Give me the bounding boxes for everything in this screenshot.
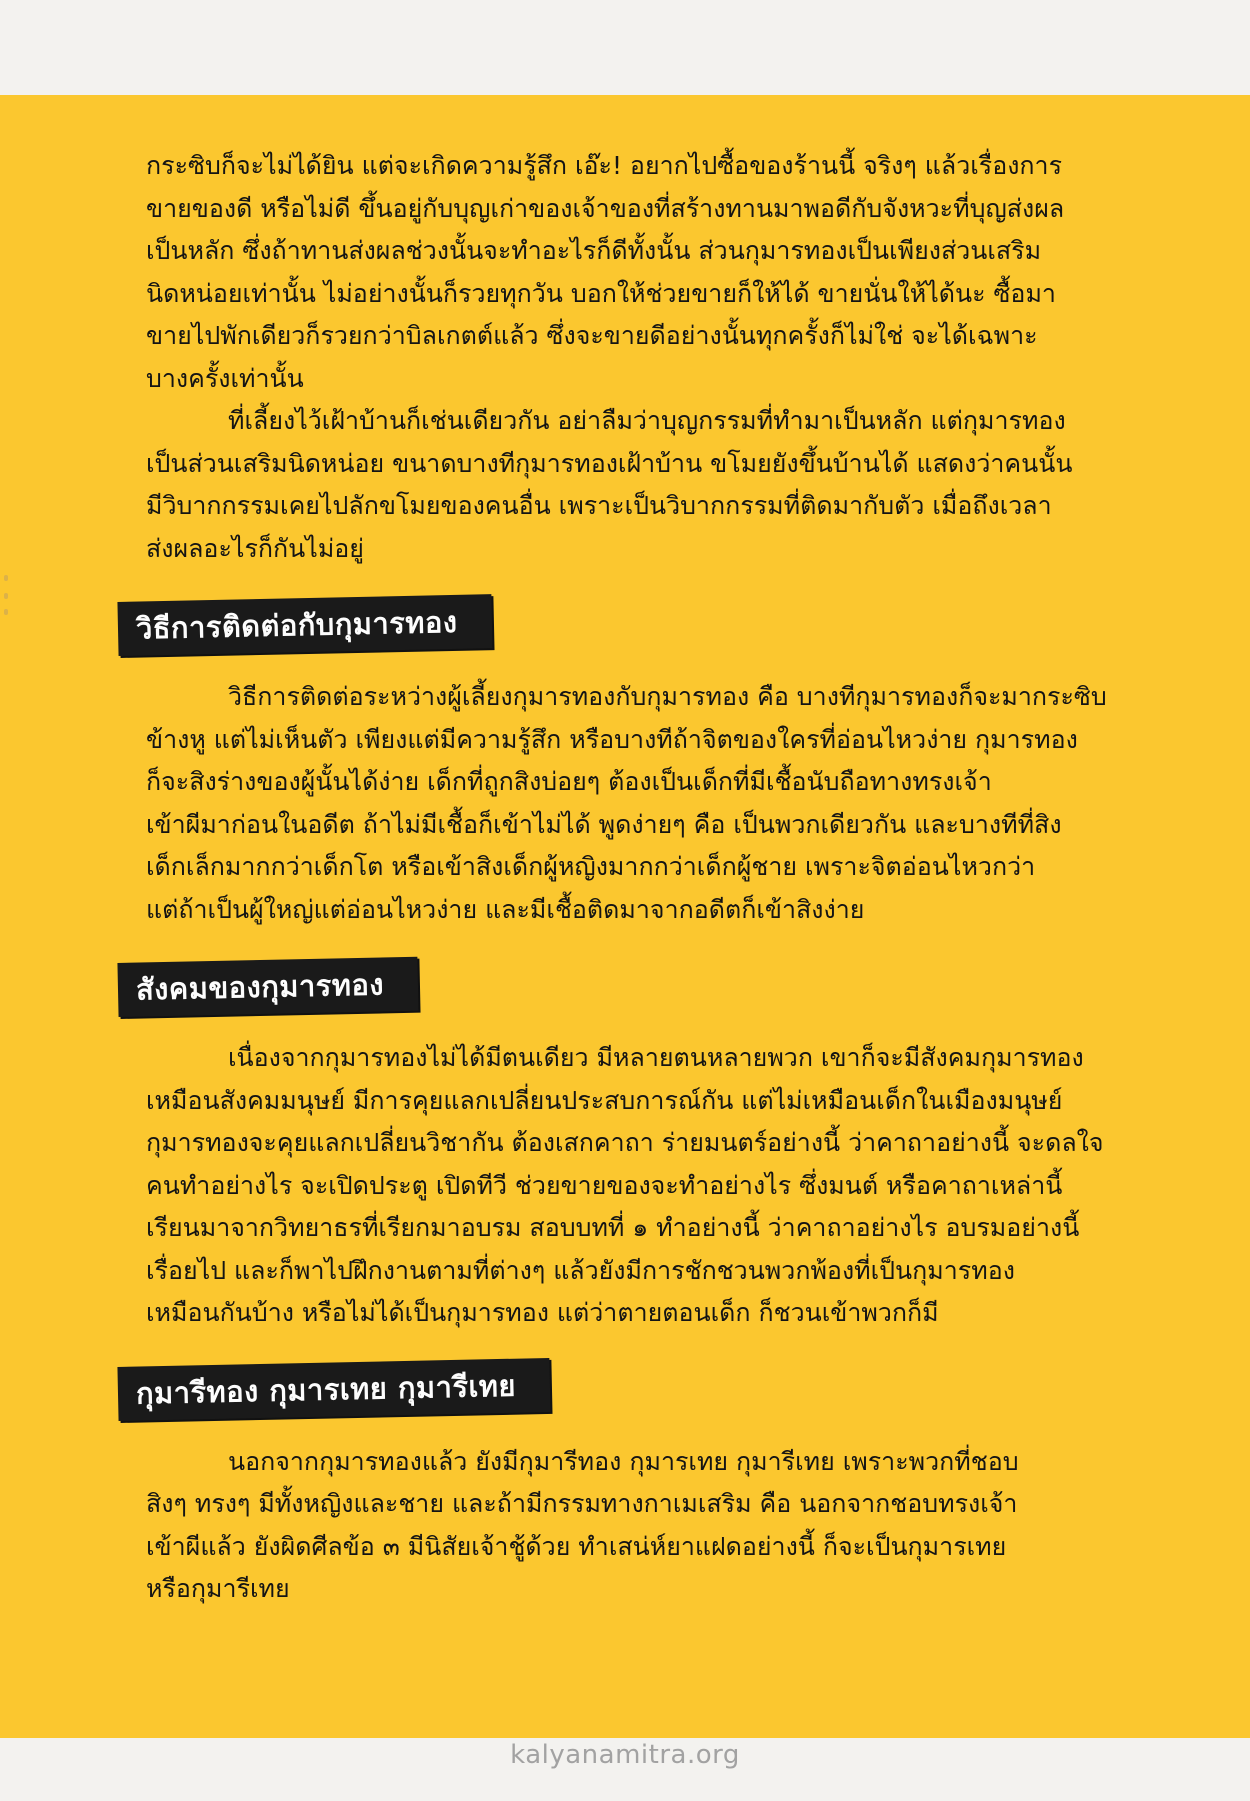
text-line: นอกจากกุมารทองแล้ว ยังมีกุมารีทอง กุมารเทย กุมารีเทย เพราะพวกที่ชอบ bbox=[228, 1446, 1019, 1476]
text-line: ขายไปพักเดียวก็รวยกว่าบิลเกตต์แล้ว ซึ่งจะขายดีอย่างนั้นทุกครั้งก็ไม่ใช่ จะได้เฉพาะ bbox=[146, 321, 1038, 350]
text-line: มีวิบากกรรมเคยไปลักขโมยของคนอื่น เพราะเป็นวิบากกรรมที่ติดมากับตัว เมื่อถึงเวลา bbox=[146, 491, 1052, 520]
text-line: กุมารทองจะคุยแลกเปลี่ยนวิชากัน ต้องเสกคาถา ร่ายมนตร์อย่างนี้ ว่าคาถาอย่างนี้ จะดลใจ bbox=[146, 1128, 1104, 1157]
text-line: เรียนมาจากวิทยาธรที่เรียกมาอบรม สอบบทที่ ๑ ทำอย่างนี้ ว่าคาถาอย่างไร อบรมอย่างนี้ bbox=[146, 1213, 1080, 1242]
text-line: วิธีการติดต่อระหว่างผู้เลี้ยงกุมารทองกับกุมารทอง คือ บางทีกุมารทองก็จะมากระซิบ bbox=[228, 682, 1107, 711]
text-line: เหมือนสังคมมนุษย์ มีการคุยแลกเปลี่ยนประสบการณ์กัน แต่ไม่เหมือนเด็กในเมืองมนุษย์ bbox=[146, 1085, 1063, 1115]
text-line: กระซิบก็จะไม่ได้ยิน แต่จะเกิดความรู้สึก เอ๊ะ! อยากไปซื้อของร้านนี้ จริงๆ แล้วเรื่องการ bbox=[146, 151, 1063, 180]
text-line: ข้างหู แต่ไม่เห็นตัว เพียงแต่มีความรู้สึก หรือบางทีถ้าจิตของใครที่อ่อนไหวง่าย กุมารทอง bbox=[146, 724, 1078, 754]
text-line: เข้าผีแล้ว ยังผิดศีลข้อ ๓ มีนิสัยเจ้าชู้ด้วย ทำเสน่ห์ยาแฝดอย่างนี้ ก็จะเป็นกุมารเทย bbox=[146, 1531, 1007, 1561]
document-page bbox=[0, 95, 1250, 1738]
text-line: คนทำอย่างไร จะเปิดประตู เปิดทีวี ช่วยขายของจะทำอย่างไร ซึ่งมนต์ หรือคาถาเหล่านี้ bbox=[146, 1170, 1063, 1200]
intro-paragraph-2 bbox=[146, 400, 1126, 570]
text-line: เหมือนกันบ้าง หรือไม่ได้เป็นกุมารทอง แต่ว่าตายตอนเด็ก ก็ชวนเข้าพวกก็มี bbox=[146, 1298, 939, 1327]
section-paragraph-contact bbox=[146, 676, 1126, 931]
text-line: สิงๆ ทรงๆ มีทั้งหญิงและชาย และถ้ามีกรรมทางกาเมเสริม คือ นอกจากชอบทรงเจ้า bbox=[146, 1489, 1018, 1518]
text-line: ที่เลี้ยงไว้เฝ้าบ้านก็เช่นเดียวกัน อย่าลืมว่าบุญกรรมที่ทำมาเป็นหลัก แต่กุมารทอง bbox=[228, 406, 1066, 435]
text-line: เด็กเล็กมากกว่าเด็กโต หรือเข้าสิงเด็กผู้หญิงมากกว่าเด็กผู้ชาย เพราะจิตอ่อนไหวกว่า bbox=[146, 852, 1036, 881]
section-heading-label: กุมารีทอง กุมารเทย กุมารีเทย bbox=[117, 1357, 550, 1420]
text-line: เรื่อยไป และก็พาไปฝึกงานตามที่ต่างๆ แล้วยังมีการชักชวนพวกพ้องที่เป็นกุมารทอง bbox=[146, 1255, 1015, 1285]
section-heading-kumari bbox=[118, 1367, 1126, 1427]
text-line: ขายของดี หรือไม่ดี ขึ้นอยู่กับบุญเก่าของเจ้าของที่สร้างทานมาพอดีกับจังหวะที่บุญส่งผล bbox=[146, 193, 1065, 223]
intro-paragraph-1 bbox=[146, 145, 1126, 400]
section-paragraph-society bbox=[146, 1037, 1126, 1335]
text-line: แต่ถ้าเป็นผู้ใหญ่แต่อ่อนไหวง่าย และมีเชื้อติดมาจากอดีตก็เข้าสิงง่าย bbox=[146, 894, 865, 924]
text-line: บางครั้งเท่านั้น bbox=[146, 363, 304, 393]
footer-website: kalyanamitra.org bbox=[510, 1740, 740, 1770]
text-line: ก็จะสิงร่างของผู้นั้นได้ง่าย เด็กที่ถูกสิงบ่อยๆ ต้องเป็นเด็กที่มีเชื้อนับถือทางทรงเจ้า bbox=[146, 767, 992, 796]
text-line: เนื่องจากกุมารทองไม่ได้มีตนเดียว มีหลายตนหลายพวก เขาก็จะมีสังคมกุมารทอง bbox=[228, 1043, 1084, 1072]
text-line: หรือกุมารีเทย bbox=[146, 1574, 290, 1603]
text-line: เป็นหลัก ซึ่งถ้าทานส่งผลช่วงนั้นจะทำอะไรก็ดีทั้งนั้น ส่วนกุมารทองเป็นเพียงส่วนเสริม bbox=[146, 236, 1042, 265]
text-line: นิดหน่อยเท่านั้น ไม่อย่างนั้นก็รวยทุกวัน บอกให้ช่วยขายก็ให้ได้ ขายนั่นให้ได้นะ ซื้อมา bbox=[146, 278, 1056, 308]
scan-speck-marks bbox=[4, 575, 12, 615]
text-line: เข้าผีมาก่อนในอดีต ถ้าไม่มีเชื้อก็เข้าไม่ได้ พูดง่ายๆ คือ เป็นพวกเดียวกัน และบางทีที่สิง bbox=[146, 809, 1062, 839]
section-heading-society bbox=[118, 963, 1126, 1023]
section-heading-contact bbox=[118, 602, 1126, 662]
text-line: เป็นส่วนเสริมนิดหน่อย ขนาดบางทีกุมารทองเฝ้าบ้าน ขโมยยังขึ้นบ้านได้ แสดงว่าคนนั้น bbox=[146, 448, 1073, 478]
document-body bbox=[135, 145, 1126, 1611]
text-line: ส่งผลอะไรก็กันไม่อยู่ bbox=[146, 533, 364, 563]
section-paragraph-kumari bbox=[146, 1441, 1126, 1611]
section-heading-label: วิธีการติดต่อกับกุมารทอง bbox=[117, 594, 492, 656]
section-heading-label: สังคมของกุมารทอง bbox=[117, 957, 418, 1017]
